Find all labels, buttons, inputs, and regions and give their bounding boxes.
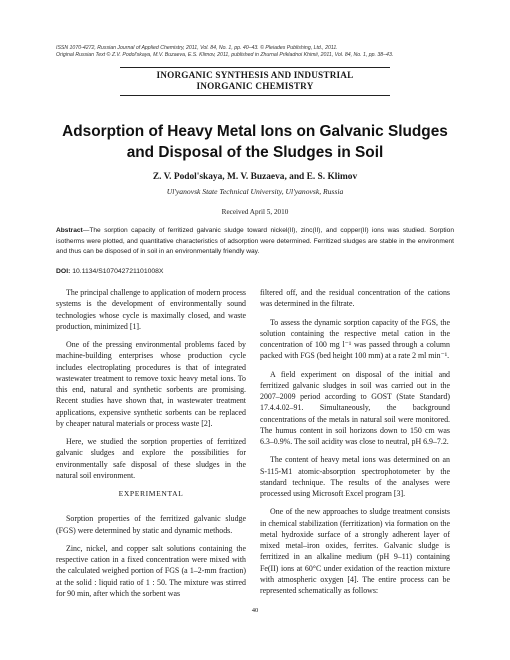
abstract xyxy=(56,226,454,258)
page-number: 40 xyxy=(251,607,259,614)
section-title-line-2: INORGANIC CHEMISTRY xyxy=(196,81,314,91)
author-list: Z. V. Podol'skaya, M. V. Buzaeva, and E. S. Klimov xyxy=(152,172,358,182)
doi xyxy=(56,268,163,275)
abstract-text: —The sorption capacity of ferritized galvanic sludge toward nickel(II), zinc(II), and copper(II) ions was studied. Sorption isotherms were plotted, and quantitative characteristics of adsorption were determined. Ferritized sludges are stable in the environment and thus can be disposed of in soil in an environmentally friendly way. xyxy=(56,227,454,255)
body-paragraph: Sorption properties of the ferritized galvanic sludge (FGS) were determined by static and dynamic methods. xyxy=(56,514,246,535)
right-column xyxy=(260,287,450,603)
issn-line-1: ISSN 1070-4272, Russian Journal of Applied Chemistry, 2011, Vol. 84, No. 1, pp. 40–43. © Pleiades Publishing, Ltd., 2011. xyxy=(56,45,338,51)
body-paragraph: To assess the dynamic sorption capacity of the FGS, the solution containing the respective metal cation in the concentration of 100 mg l⁻¹ was passed through a column packed with FGS (bed height 100 mm) at a rate 2 ml min⁻¹. xyxy=(260,317,450,361)
experimental-heading: EXPERIMENTAL xyxy=(118,489,184,498)
affiliation: Ul'yanovsk State Technical University, Ul'yanovsk, Russia xyxy=(166,187,344,196)
body-paragraph: One of the new approaches to sludge treatment consists in chemical stabilization (ferritization) via formation on the metal hydroxide surface of a strongly adherent layer of mixed metal–iron oxides, ferrites. Galvanic sludge is ferritized in an alkaline medium (pH 9–11) containing Fe(II) ions at 60°C under exidation of the reaction mixture with atmospheric oxygen [4]. The entire process can be represented schematically as follows: xyxy=(260,507,450,595)
doi-value: 10.1134/S107042721101008X xyxy=(72,268,164,275)
section-rule-bottom xyxy=(120,95,390,96)
issn-line-2: Original Russian Text © Z.V. Podol'skaya, M.V. Buzaeva, E.S. Klimov, 2011, published in Zhurnal Prikladnoi Khimii, 2011, Vol. 84, No. 1, pp. 38–43. xyxy=(56,52,394,58)
body-paragraph: One of the pressing environmental problems faced by machine-building enterprises whose production cycle includes electroplating procedures is that of integrated wastewater treatment to remove toxic heavy metal ions. To this end, natural and synthetic sorbents are promising. Recent studies have shown that, in wastewater treatment applications, expensive synthetic sorbents can be replaced by cheaper natural materials or process waste [2]. xyxy=(56,340,246,428)
body-paragraph: filtered off, and the residual concentration of the cations was determined in the filtrate. xyxy=(260,288,450,309)
body-paragraph: The content of heavy metal ions was determined on an S-115-M1 atomic-absorption spectrophotometer by the standard technique. The results of the analyses were processed using Microsoft Excel program [3]. xyxy=(260,455,450,498)
issn-header xyxy=(56,45,476,59)
abstract-label: Abstract xyxy=(56,227,83,234)
body-paragraph: The principal challenge to application of modern process systems is the development of environmentally sound technologies whose cycle is maximally closed, and waste production, minimized [1]. xyxy=(56,288,246,331)
article-title-line-2: and Disposal of the Sludges in Soil xyxy=(126,144,384,161)
body-paragraph: A field experiment on disposal of the initial and ferritized galvanic sludges in soil was carried out in the 2007–2009 period according to GOST (State Standard) 17.4.4.02–91. Simultaneously, the background concentrations of the metals in natural soil were monitored. The humus content in soil horizons down to 150 cm was 6.3–0.9%. The soil acidity was close to neutral, pH 6.9–7.2. xyxy=(260,369,450,446)
received-date: Received April 5, 2010 xyxy=(221,208,289,216)
section-rule-top xyxy=(120,67,390,68)
body-paragraph: Zinc, nickel, and copper salt solutions containing the respective cation in a fixed concentration were mixed with the calculated weighed portion of FGS (a 1–2-mm fraction) at the solid : liquid ratio of 1 : 50. The mixture was stirred for 90 min, after which the sorbent was xyxy=(56,543,246,598)
body-paragraph: Here, we studied the sorption properties of ferritized galvanic sludges and explore the possibilities for environmentally safe disposal of these sludges in the natural soil environment. xyxy=(56,437,246,480)
section-title-line-1: INORGANIC SYNTHESIS AND INDUSTRIAL xyxy=(156,70,354,80)
article-title-line-1: Adsorption of Heavy Metal Ions on Galvanic Sludges xyxy=(62,123,448,140)
doi-label: DOI: xyxy=(56,268,71,275)
left-column xyxy=(56,287,246,606)
